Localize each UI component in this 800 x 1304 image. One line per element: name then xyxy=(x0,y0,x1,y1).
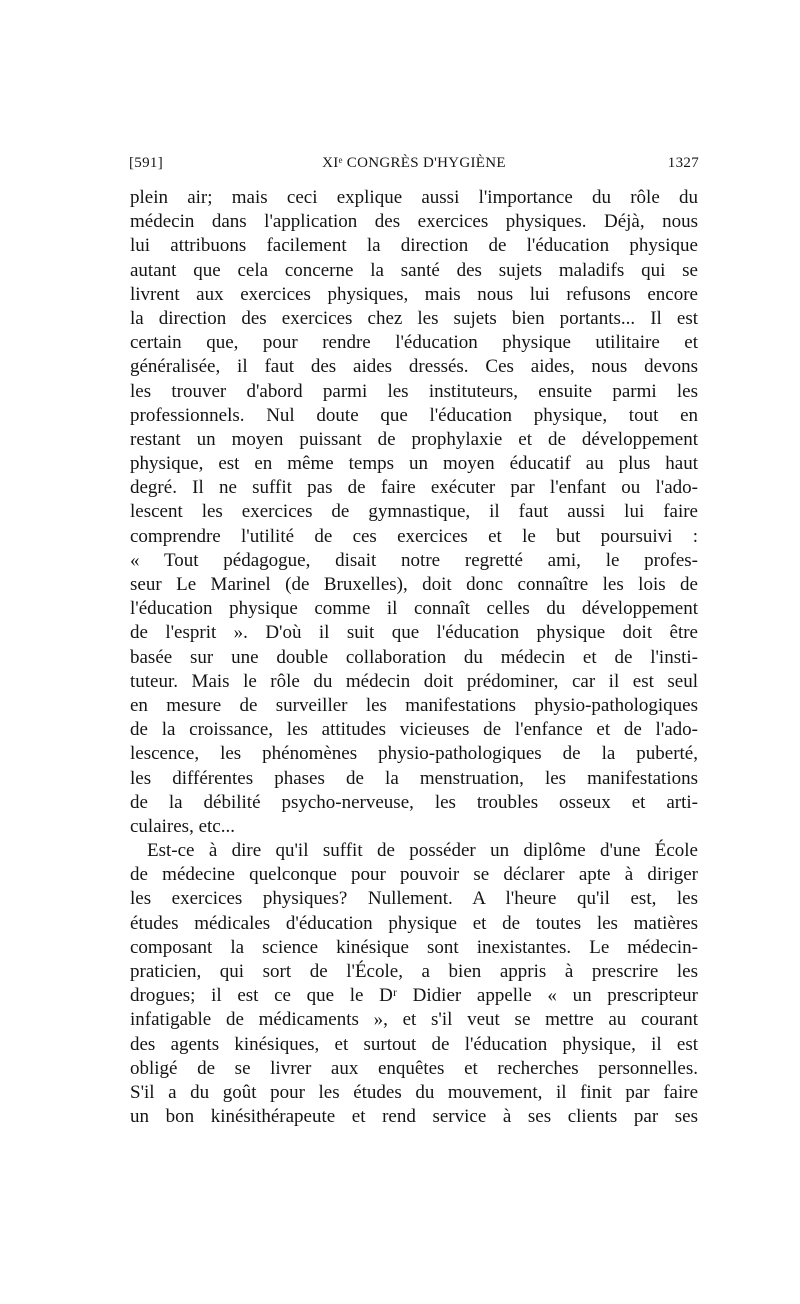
text-line: lescence, les phénomènes physio-pathologiques de la puberté, xyxy=(130,743,698,765)
text-line: la direction des exercices chez les sujets bien portants... Il est xyxy=(130,307,698,329)
text-line: basée sur une double collaboration du médecin et de l'insti- xyxy=(130,646,698,668)
text-line: de médecine quelconque pour pouvoir se déclarer apte à diriger xyxy=(130,864,698,886)
text-line: comprendre l'utilité de ces exercices et le but poursuivi : xyxy=(130,525,698,547)
page-number: 1327 xyxy=(667,155,699,171)
text-line: lui attribuons facilement la direction de l'éducation physique xyxy=(130,235,698,257)
text-line: des agents kinésiques, et surtout de l'éducation physique, il est xyxy=(130,1033,698,1055)
text-line: « Tout pédagogue, disait notre regretté ami, le profes- xyxy=(130,549,698,571)
text-line: médecin dans l'application des exercices physiques. Déjà, nous xyxy=(130,211,698,233)
text-line: l'éducation physique comme il connaît celles du développement xyxy=(130,598,698,620)
text-line: culaires, etc... xyxy=(130,815,235,837)
text-line: professionnels. Nul doute que l'éducation physique, tout en xyxy=(130,404,698,426)
text-line: les trouver d'abord parmi les instituteurs, ensuite parmi les xyxy=(130,380,698,402)
running-title: XIᵉ CONGRÈS D'HYGIÈNE xyxy=(322,155,506,171)
text-line: généralisée, il faut des aides dressés. Ces aides, nous devons xyxy=(130,356,698,378)
text-line: obligé de se livrer aux enquêtes et recherches personnelles. xyxy=(130,1057,698,1079)
text-line: drogues; il est ce que le Dʳ Didier appelle « un prescripteur xyxy=(130,985,698,1007)
text-line: seur Le Marinel (de Bruxelles), doit donc connaître les lois de xyxy=(130,574,698,595)
text-line: Est-ce à dire qu'il suffit de posséder un diplôme d'une École xyxy=(147,840,698,862)
text-line: infatigable de médicaments », et s'il veut se mettre au courant xyxy=(130,1009,698,1031)
text-line: livrent aux exercices physiques, mais nous lui refusons encore xyxy=(130,283,698,305)
text-line: les exercices physiques? Nullement. A l'heure qu'il est, les xyxy=(130,888,698,910)
text-line: tuteur. Mais le rôle du médecin doit prédominer, car il est seul xyxy=(130,670,698,692)
text-line: S'il a du goût pour les études du mouvement, il finit par faire xyxy=(130,1081,698,1103)
text-line: de la croissance, les attitudes vicieuses de l'enfance et de l'ado- xyxy=(130,719,698,741)
text-line: un bon kinésithérapeute et rend service à ses clients par ses xyxy=(130,1106,698,1128)
text-line: degré. Il ne suffit pas de faire exécuter par l'enfant ou l'ado- xyxy=(130,477,698,499)
text-line: autant que cela concerne la santé des sujets maladifs qui se xyxy=(130,259,698,281)
text-line: praticien, qui sort de l'École, a bien appris à prescrire les xyxy=(130,961,698,982)
running-head xyxy=(129,155,699,179)
text-line: plein air; mais ceci explique aussi l'importance du rôle du xyxy=(130,187,698,208)
text-line: restant un moyen puissant de prophylaxie et de développement xyxy=(130,428,698,450)
paragraph-2 xyxy=(130,839,698,1129)
page-reference: [591] xyxy=(129,155,163,171)
text-line: lescent les exercices de gymnastique, il faut aussi lui faire xyxy=(130,501,698,523)
text-line: les différentes phases de la menstruation, les manifestations xyxy=(130,767,698,789)
text-line: composant la science kinésique sont inexistantes. Le médecin- xyxy=(130,936,698,958)
text-line: de l'esprit ». D'où il suit que l'éducation physique doit être xyxy=(130,622,698,644)
paragraph-1 xyxy=(130,186,698,839)
text-line: certain que, pour rendre l'éducation physique utilitaire et xyxy=(130,332,698,354)
text-line: physique, est en même temps un moyen éducatif au plus haut xyxy=(130,453,698,475)
text-line: études médicales d'éducation physique et de toutes les matières xyxy=(130,912,698,934)
body-text xyxy=(130,186,698,1129)
text-line: en mesure de surveiller les manifestations physio-pathologiques xyxy=(130,694,698,716)
text-line: de la débilité psycho-nerveuse, les troubles osseux et arti- xyxy=(130,791,698,813)
